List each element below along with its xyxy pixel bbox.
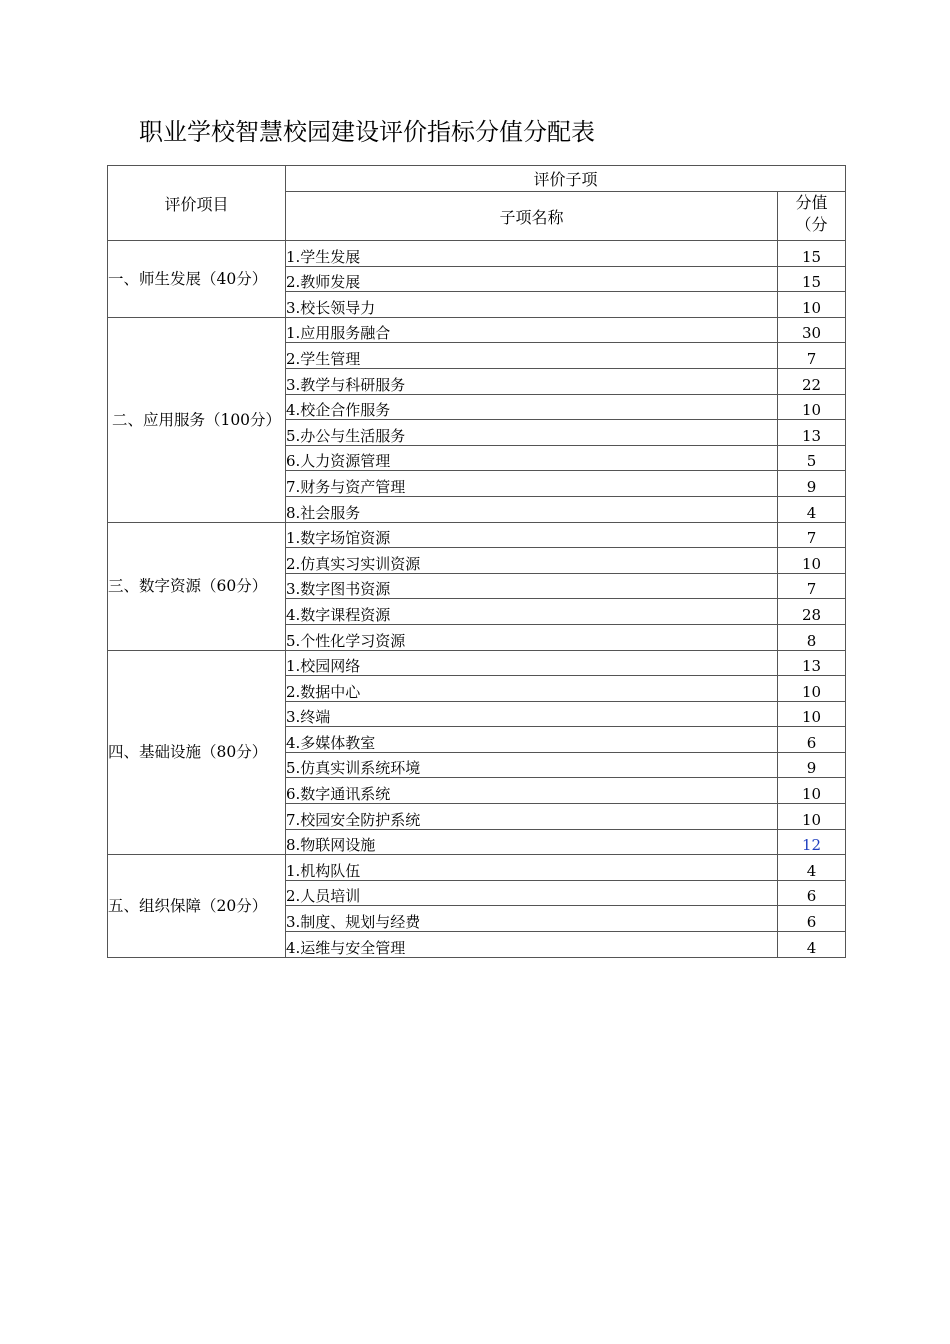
category-label: 五、组织保障（20分）	[108, 896, 268, 915]
subitem-name: 4.运维与安全管理	[286, 932, 778, 958]
subitem-name: 2.数据中心	[286, 676, 778, 702]
header-subitem-name: 子项名称	[286, 192, 778, 241]
subitem-score: 6	[778, 880, 846, 906]
subitem-name: 7.财务与资产管理	[286, 471, 778, 497]
subitem-score: 5	[778, 445, 846, 471]
subitem-score: 9	[778, 471, 846, 497]
subitem-score: 13	[778, 420, 846, 446]
subitem-score: 10	[778, 292, 846, 318]
subitem-score: 4	[778, 932, 846, 958]
subitem-name: 3.校长领导力	[286, 292, 778, 318]
subitem-name: 2.仿真实习实训资源	[286, 548, 778, 574]
subitem-score: 6	[778, 906, 846, 932]
subitem-name: 5.办公与生活服务	[286, 420, 778, 446]
subitem-name: 7.校园安全防护系统	[286, 804, 778, 830]
subitem-score: 28	[778, 599, 846, 625]
subitem-score: 10	[778, 701, 846, 727]
subitem-name: 1.应用服务融合	[286, 317, 778, 343]
subitem-name: 2.学生管理	[286, 343, 778, 369]
subitem-name: 5.仿真实训系统环境	[286, 752, 778, 778]
subitem-score: 22	[778, 368, 846, 394]
header-score-line2: （分	[795, 215, 828, 234]
subitem-score: 9	[778, 752, 846, 778]
category-label: 四、基础设施（80分）	[108, 743, 268, 762]
subitem-score: 10	[778, 778, 846, 804]
subitem-score: 10	[778, 676, 846, 702]
subitem-score: 10	[778, 548, 846, 574]
subitem-name: 2.人员培训	[286, 880, 778, 906]
subitem-name: 4.多媒体教室	[286, 727, 778, 753]
subitem-score: 8	[778, 624, 846, 650]
header-score-line1: 分值	[795, 193, 828, 212]
page-title: 职业学校智慧校园建设评价指标分值分配表	[139, 118, 595, 146]
subitem-name: 1.机构队伍	[286, 855, 778, 881]
subitem-name: 4.校企合作服务	[286, 394, 778, 420]
subitem-score: 4	[778, 496, 846, 522]
subitem-score: 7	[778, 573, 846, 599]
subitem-name: 1.学生发展	[286, 241, 778, 267]
subitem-score: 10	[778, 394, 846, 420]
subitem-name: 6.人力资源管理	[286, 445, 778, 471]
subitem-score: 13	[778, 650, 846, 676]
subitem-score: 6	[778, 727, 846, 753]
category-label: 三、数字资源（60分）	[108, 577, 268, 596]
score-allocation-table	[107, 165, 846, 958]
subitem-name: 4.数字课程资源	[286, 599, 778, 625]
category-cell	[108, 855, 286, 957]
subitem-name: 8.物联网设施	[286, 829, 778, 855]
table-row	[108, 317, 846, 343]
category-cell	[108, 522, 286, 650]
subitem-score: 12	[778, 829, 846, 855]
subitem-name: 3.数字图书资源	[286, 573, 778, 599]
subitem-name: 5.个性化学习资源	[286, 624, 778, 650]
header-evaluation-subitem: 评价子项	[286, 166, 846, 192]
category-cell	[108, 650, 286, 855]
subitem-score: 30	[778, 317, 846, 343]
subitem-score: 15	[778, 266, 846, 292]
subitem-name: 6.数字通讯系统	[286, 778, 778, 804]
subitem-score: 15	[778, 241, 846, 267]
category-label: 一、师生发展（40分）	[108, 269, 268, 288]
subitem-name: 3.终端	[286, 701, 778, 727]
table-body	[108, 241, 846, 958]
category-label: 二、应用服务（100分）	[111, 410, 282, 429]
subitem-name: 2.教师发展	[286, 266, 778, 292]
category-cell	[108, 317, 286, 522]
header-evaluation-item: 评价项目	[108, 166, 286, 241]
subitem-score: 7	[778, 343, 846, 369]
subitem-score: 10	[778, 804, 846, 830]
table-row	[108, 522, 846, 548]
subitem-name: 1.校园网络	[286, 650, 778, 676]
subitem-name: 3.制度、规划与经费	[286, 906, 778, 932]
subitem-name: 3.教学与科研服务	[286, 368, 778, 394]
table-row	[108, 241, 846, 267]
subitem-name: 1.数字场馆资源	[286, 522, 778, 548]
subitem-score: 4	[778, 855, 846, 881]
subitem-score: 7	[778, 522, 846, 548]
subitem-name: 8.社会服务	[286, 496, 778, 522]
category-cell	[108, 241, 286, 318]
header-score	[778, 192, 846, 241]
table-row	[108, 855, 846, 881]
table-row	[108, 650, 846, 676]
